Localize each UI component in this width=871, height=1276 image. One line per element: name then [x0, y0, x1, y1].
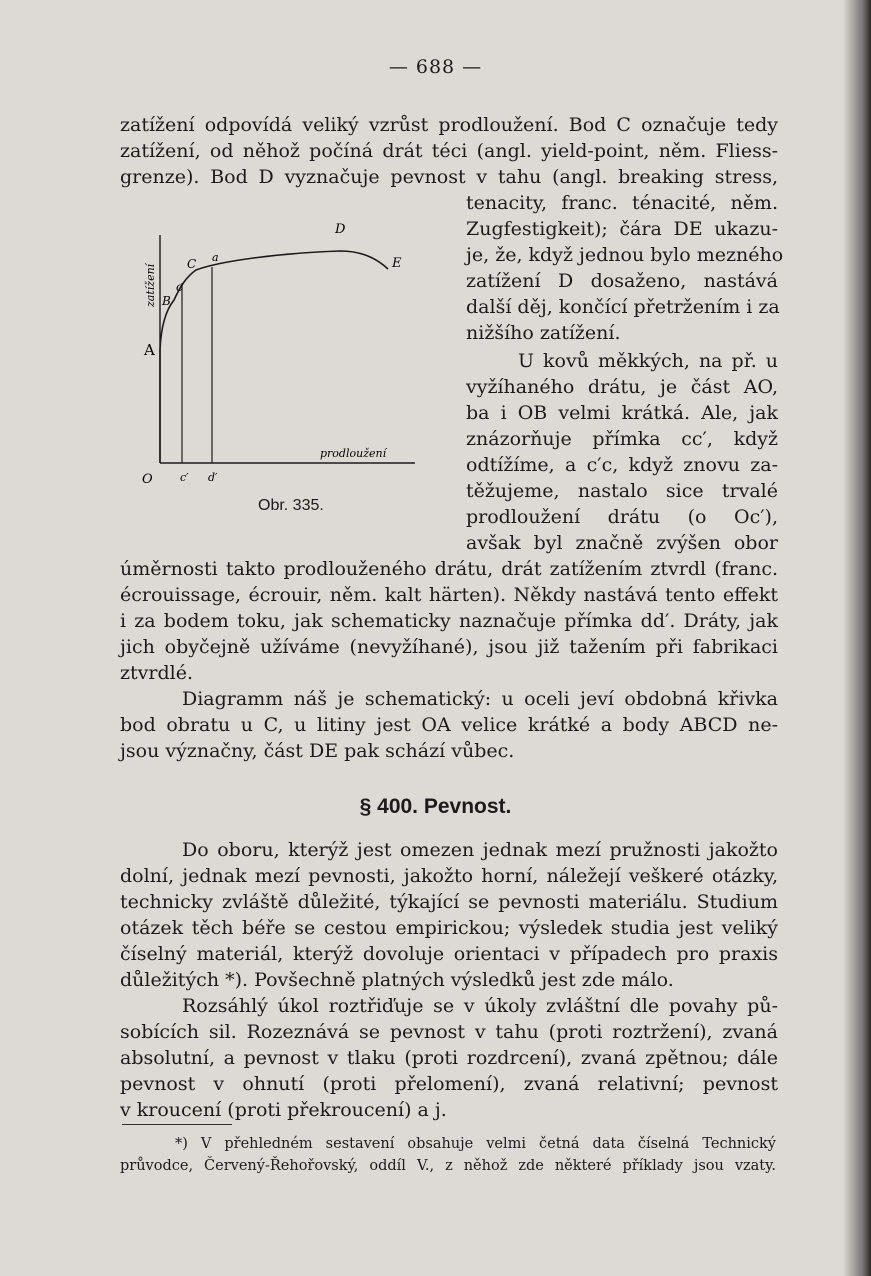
label-D: D — [335, 222, 346, 237]
text-line: zatížení odpovídá veliký vzrůst prodloužení. Bod C označuje tedy — [120, 114, 778, 136]
footnote-line: *) V přehledném sestavení obsahuje velmi četná data číselná Technický — [175, 1136, 776, 1152]
label-c-prime: c′ — [180, 471, 189, 484]
text-line: těžujeme, nastalo sice trvalé — [466, 480, 778, 502]
text-line: sobících sil. Rozeznává se pevnost v tahu (proti roztržení), zvaná — [120, 1021, 778, 1043]
text-line: dolní, jednak mezí pevnosti, jakožto horní, náležejí veškeré otázky, — [120, 865, 778, 887]
label-C: C — [187, 257, 197, 271]
text-line: écrouissage, écrouir, něm. kalt härten). Někdy nastává tento effekt — [120, 584, 778, 606]
text-line: v kroucení (proti překroucení) a j. — [120, 1099, 447, 1121]
load-curve — [160, 251, 388, 463]
section-heading: § 400. Pevnost. — [359, 795, 512, 818]
scan-edge-shadow — [843, 0, 871, 1276]
stress-strain-diagram — [130, 215, 430, 515]
text-line: prodloužení drátu (o Oc′), — [466, 506, 778, 528]
text-line: bod obratu u C, u litiny jest OA velice krátké a body ABCD ne- — [120, 714, 778, 736]
footnote-line: průvodce, Červený-Řehořovský, oddíl V., z něhož zde některé příklady jsou vzaty. — [120, 1158, 776, 1174]
text-line: technicky zvláště důležité, týkající se pevnosti materiálu. Studium — [120, 891, 778, 913]
text-line: avšak byl značně zvýšen obor — [466, 532, 778, 554]
text-line: důležitých *). Povšechně platných výsledků jest zde málo. — [120, 969, 674, 991]
text-line: ba i OB velmi krátká. Ale, jak — [466, 402, 778, 424]
text-line: i za bodem toku, jak schematicky naznačuje přímka dd′. Dráty, jak — [120, 610, 778, 632]
label-E: E — [392, 256, 402, 271]
text-line: pevnost v ohnutí (proti přelomení), zvaná relativní; pevnost — [120, 1073, 778, 1095]
footnote-divider — [122, 1124, 232, 1125]
text-line: Do oboru, kterýž jest omezen jednak mezí pružnosti jakožto — [182, 839, 778, 861]
text-line: vyžíhaného drátu, je část AO, — [466, 376, 778, 398]
text-line: jich obyčejně užíváme (nevyžíhané), jsou již tažením při fabrikaci — [120, 636, 778, 658]
page-number: — 688 — — [388, 56, 483, 78]
text-line: absolutní, a pevnost v tlaku (proti rozdrcení), zvaná zpětnou; dále — [120, 1047, 778, 1069]
text-line: další děj, končící přetržením i za — [466, 296, 780, 318]
text-line: číselný materiál, kterýž dovoluje orientaci v případech pro praxis — [120, 943, 778, 965]
label-O: O — [142, 472, 153, 487]
text-line: je, že, když jednou bylo mezného — [466, 244, 784, 266]
label-A: A — [144, 341, 155, 359]
text-line: zatížení, od něhož počíná drát téci (angl. yield-point, něm. Fliess- — [120, 140, 778, 162]
text-line: jsou význačny, část DE pak schází vůbec. — [120, 740, 515, 762]
text-line: ztvrdlé. — [120, 662, 193, 684]
text-line: Diagramm náš je schematický: u oceli jeví obdobná křivka — [182, 688, 778, 710]
text-line: úměrnosti takto prodlouženého drátu, drát zatížením ztvrdl (franc. — [120, 558, 778, 580]
label-B: B — [162, 294, 171, 308]
text-line: otázek těch béře se cestou empirickou; výsledek studia jest veliký — [120, 917, 778, 939]
text-line: znázorňuje přímka cc′, když — [466, 428, 778, 450]
label-d-prime: d′ — [208, 471, 218, 484]
text-line: nižšího zatížení. — [466, 322, 621, 344]
text-line: tenacity, franc. ténacité, něm. — [466, 192, 778, 214]
text-line: Zugfestigkeit); čára DE ukazu- — [466, 218, 778, 240]
text-line: U kovů měkkých, na př. u — [518, 350, 778, 372]
text-line: Rozsáhlý úkol roztřiďuje se v úkoly zvláštní dle povahy pů- — [182, 995, 778, 1017]
x-axis-label: prodloužení — [320, 447, 387, 460]
y-axis-label: zatížení — [144, 263, 157, 307]
label-a: a — [212, 251, 219, 264]
label-c: c — [176, 280, 183, 294]
stress-strain-figure — [130, 215, 430, 515]
text-line: odtížíme, a c′c, když znovu za- — [466, 454, 778, 476]
text-line: grenze). Bod D vyznačuje pevnost v tahu (angl. breaking stress, — [120, 166, 778, 188]
figure-caption: Obr. 335. — [258, 497, 324, 514]
text-line: zatížení D dosaženo, nastává — [466, 270, 778, 292]
